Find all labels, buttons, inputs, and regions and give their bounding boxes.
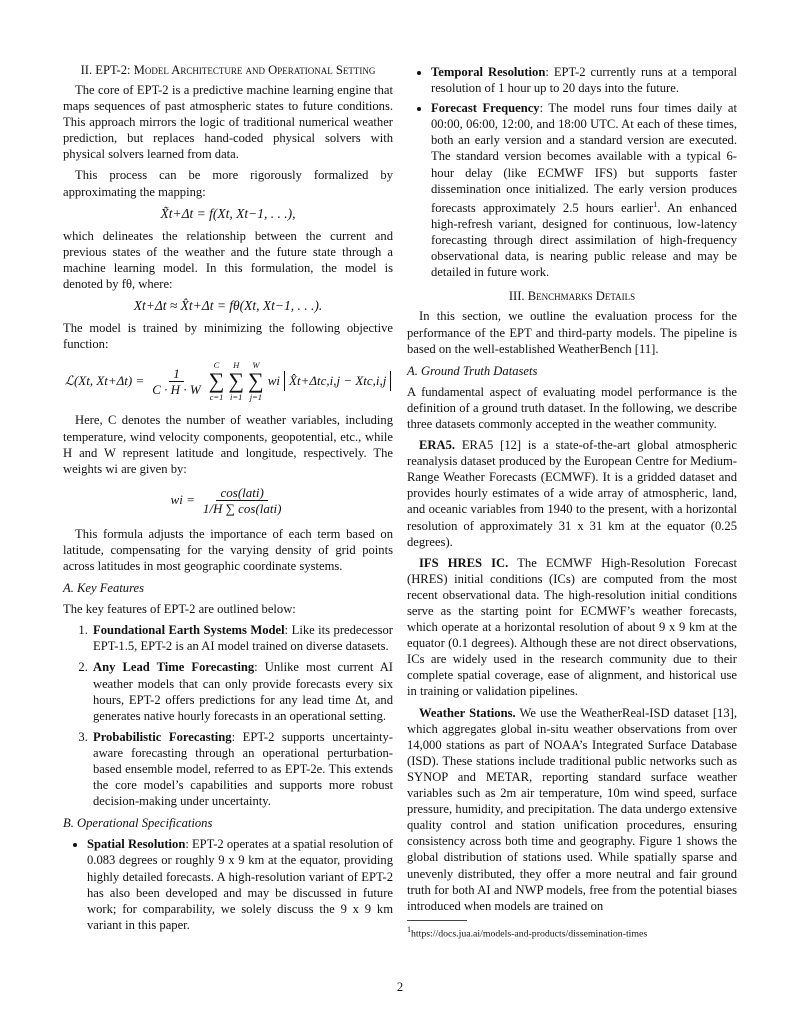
spec-title: Spatial Resolution (87, 837, 186, 852)
paragraph-era5 (407, 437, 737, 550)
sum-i-top: H (233, 360, 240, 371)
feature-text: : Unlike most current AI weather models that can only provide forecasts every six hours, EPT-2 offers predictions for any lead time Δt, and generates native hourly forecasts in an operational setting. (93, 660, 393, 723)
sum-i-bottom: i=1 (230, 392, 243, 403)
ifs-text: The ECMWF High-Resolution Forecast (HRES) initial conditions (ICs) are computed from the most recent observational data. The high-resolution initial conditions serve as the starting point for ECMWF’s weather forecasts, which operate at a horizontal resolution of about 9 x 9 km at the equator (0.1 degrees). Although these are not direct observations, ICs are widely used in the research community due to their complete spatial coverage, ease of alignment, and historical use in training or validation pipelines. (407, 555, 737, 699)
spec-title: Forecast Frequency (431, 101, 540, 116)
specs-list-right (407, 64, 737, 280)
paragraph: The key features of EPT-2 are outlined below: (63, 602, 296, 617)
paragraph: In this section, we outline the evaluation process for the performance of the EPT and third-party models. The pipeline is based on the well-established WeatherBench [11]. (407, 309, 737, 356)
list-item (431, 64, 737, 96)
list-item (87, 836, 393, 933)
spec-title: Temporal Resolution (431, 65, 546, 79)
paragraph: A fundamental aspect of evaluating model performance is the definition of a ground truth dataset. In the following, we describe three datasets commonly accepted in the weather community. (407, 384, 737, 431)
era5-title: ERA5. (419, 438, 456, 453)
eq3-weight: wi (267, 373, 281, 389)
eq4-fraction (199, 485, 286, 516)
spec-text: : EPT-2 operates at a spatial resolution of 0.083 degrees or roughly 9 x 9 km at the equator, providing highly detailed forecasts. A high-resolution variant of EPT-2 has also been developed and may be discussed in future work; for comparability, we solely discuss the 9 x 9 km variant in this paper. (87, 837, 393, 932)
subsection-a-ground-truth-heading: A. Ground Truth Datasets (407, 363, 538, 378)
feature-title: Any Lead Time Forecasting (93, 660, 255, 675)
specs-list-left (63, 836, 393, 933)
equation-4-weights (63, 485, 393, 516)
footnote-ref[interactable]: 1 (653, 199, 658, 209)
paragraph-weather-stations (407, 705, 737, 914)
sum-j-top: W (252, 360, 260, 371)
spec-text: : EPT-2 currently runs at a temporal resolution of 1 hour up to 20 days into the future. (431, 65, 737, 96)
paragraph: This process can be more rigorously formalized by approximating the mapping: (63, 168, 393, 199)
subsection-a-heading: A. Key Features (63, 581, 145, 596)
ifs-title: IFS HRES IC. (419, 555, 509, 570)
sum-j-bottom: j=1 (249, 392, 263, 403)
paragraph: The core of EPT-2 is a predictive machine learning engine that maps sequences of past atmospheric states to future conditions. This approach mirrors the logic of traditional numerical weather prediction, but replaces hand-coded physical solvers with physical solvers learned from data. (63, 83, 393, 162)
features-list (63, 622, 393, 809)
paragraph: The model is trained by minimizing the following objective function: (63, 321, 393, 352)
list-item (91, 659, 393, 723)
section-2-heading: II. EPT-2: Model Architecture and Operational Setting (80, 63, 376, 77)
eq3-abs-term: X̂t+Δtc,i,j − Xtc,i,j (284, 371, 391, 391)
feature-title: Probabilistic Forecasting (93, 729, 232, 744)
feature-text: : Like its predecessor EPT-1.5, EPT-2 is an AI model trained on diverse datasets. (93, 623, 393, 654)
ws-title: Weather Stations. (419, 705, 516, 720)
list-item (91, 622, 393, 654)
left-column (63, 62, 393, 938)
right-column (407, 62, 737, 919)
page-number: 2 (396, 980, 404, 994)
equation-3-loss (63, 360, 393, 402)
paragraph: which delineates the relationship between the current and previous states of the weather and the future state through a machine learning model. In this formulation, the model is denoted by fθ, where: (63, 228, 393, 292)
subsection-b-heading: B. Operational Specifications (63, 816, 213, 831)
sum-i: H ∑ i=1 (228, 360, 245, 403)
sum-c-bottom: c=1 (209, 392, 224, 403)
eq3-numerator: 1 (169, 366, 184, 382)
eq3-fraction (148, 366, 204, 397)
equation-1: X̃t+Δt = f(Xt, Xt−1, . . .), (160, 205, 296, 221)
footnote-mark: 1 (407, 925, 411, 934)
spec-text: : The model runs four times daily at 00:00, 06:00, 12:00, and 18:00 UTC. At each of these times, both an early version and a standard version are executed. The standard version becomes available with a typical 6-hour delay (like ECMWF IFS) but supports faster dissemination once initialized. The early version produces forecasts approximately 2.5 hours earlier (431, 101, 737, 215)
sum-c-top: C (213, 360, 220, 371)
eq4-lhs: wi = (170, 492, 195, 508)
list-item (91, 729, 393, 809)
spec-text: . An enhanced high-refresh variant, designed for continuous, low-latency forecasting through direct assimilation of high-frequency observational data, is nearing public release and may be detailed in future work. (431, 200, 737, 280)
feature-title: Foundational Earth Systems Model (93, 623, 285, 638)
era5-text: ERA5 [12] is a state-of-the-art global atmospheric reanalysis dataset produced by the European Centre for Medium-Range Weather Forecasts (ECMWF). It is a gridded dataset and provides hourly estimates of a wide array of atmospheric, land, and oceanic variables from 1940 to the present, with a horizontal resolution of approximately 31 x 31 km at the equator (0.25 degrees). (407, 438, 737, 549)
eq4-denominator: 1/H ∑ cos(lati) (202, 500, 282, 516)
eq4-numerator: cos(lati) (216, 485, 267, 501)
section-3-heading: III. Benchmarks Details (508, 289, 636, 304)
paragraph-ifs (407, 555, 737, 700)
eq3-lhs: ℒ(Xt, Xt+Δt) = (64, 373, 145, 389)
footnote-divider (407, 920, 467, 921)
paragraph: Here, C denotes the number of weather variables, including temperature, wind velocity components, geopotential, etc., while H and W represent latitude and longitude, respectively. The weights wi are given by: (63, 413, 393, 476)
feature-text: : EPT-2 supports uncertainty-aware forecasting through an operational perturbation-based ensemble model, referred to as EPT-2e. This extends the core model’s capabilities and supports more robust decision-making under uncertainty. (93, 729, 393, 809)
sum-j: W ∑ j=1 (248, 360, 264, 403)
footnote (407, 924, 747, 940)
list-item (431, 100, 737, 280)
ws-text: We use the WeatherReal-ISD dataset [13], which aggregates global in-situ weather observations from over 14,000 stations as part of NOAA’s Integrated Surface Database (ISD). These stations include traditional public networks such as SYNOP and METAR, reporting standard surface weather variables such as 2m air temperature, 10m wind speed, surface pressure, humidity, and precipitation. The data undergo extensive quality control and station unification procedures, ensuring consistency across both time and geography. Figure 1 shows the global distribution of stations used. While spatially sparse and unevenly distributed, they offer a more neutral and fair ground truth for both AI and NWP models, free from the potential biases introduced when models are trained on (407, 705, 737, 913)
paragraph: This formula adjusts the importance of each term based on latitude, compensating for the varying density of grid points across latitudes in most geographic coordinate systems. (63, 526, 393, 573)
footnote-link[interactable]: https://docs.jua.ai/models-and-products/dissemination-times (411, 928, 648, 940)
equation-2: Xt+Δt ≈ X̂t+Δt = fθ(Xt, Xt−1, . . .). (133, 298, 323, 314)
eq3-denominator: C · H · W (152, 381, 201, 397)
sum-c: C ∑ c=1 (208, 360, 225, 403)
